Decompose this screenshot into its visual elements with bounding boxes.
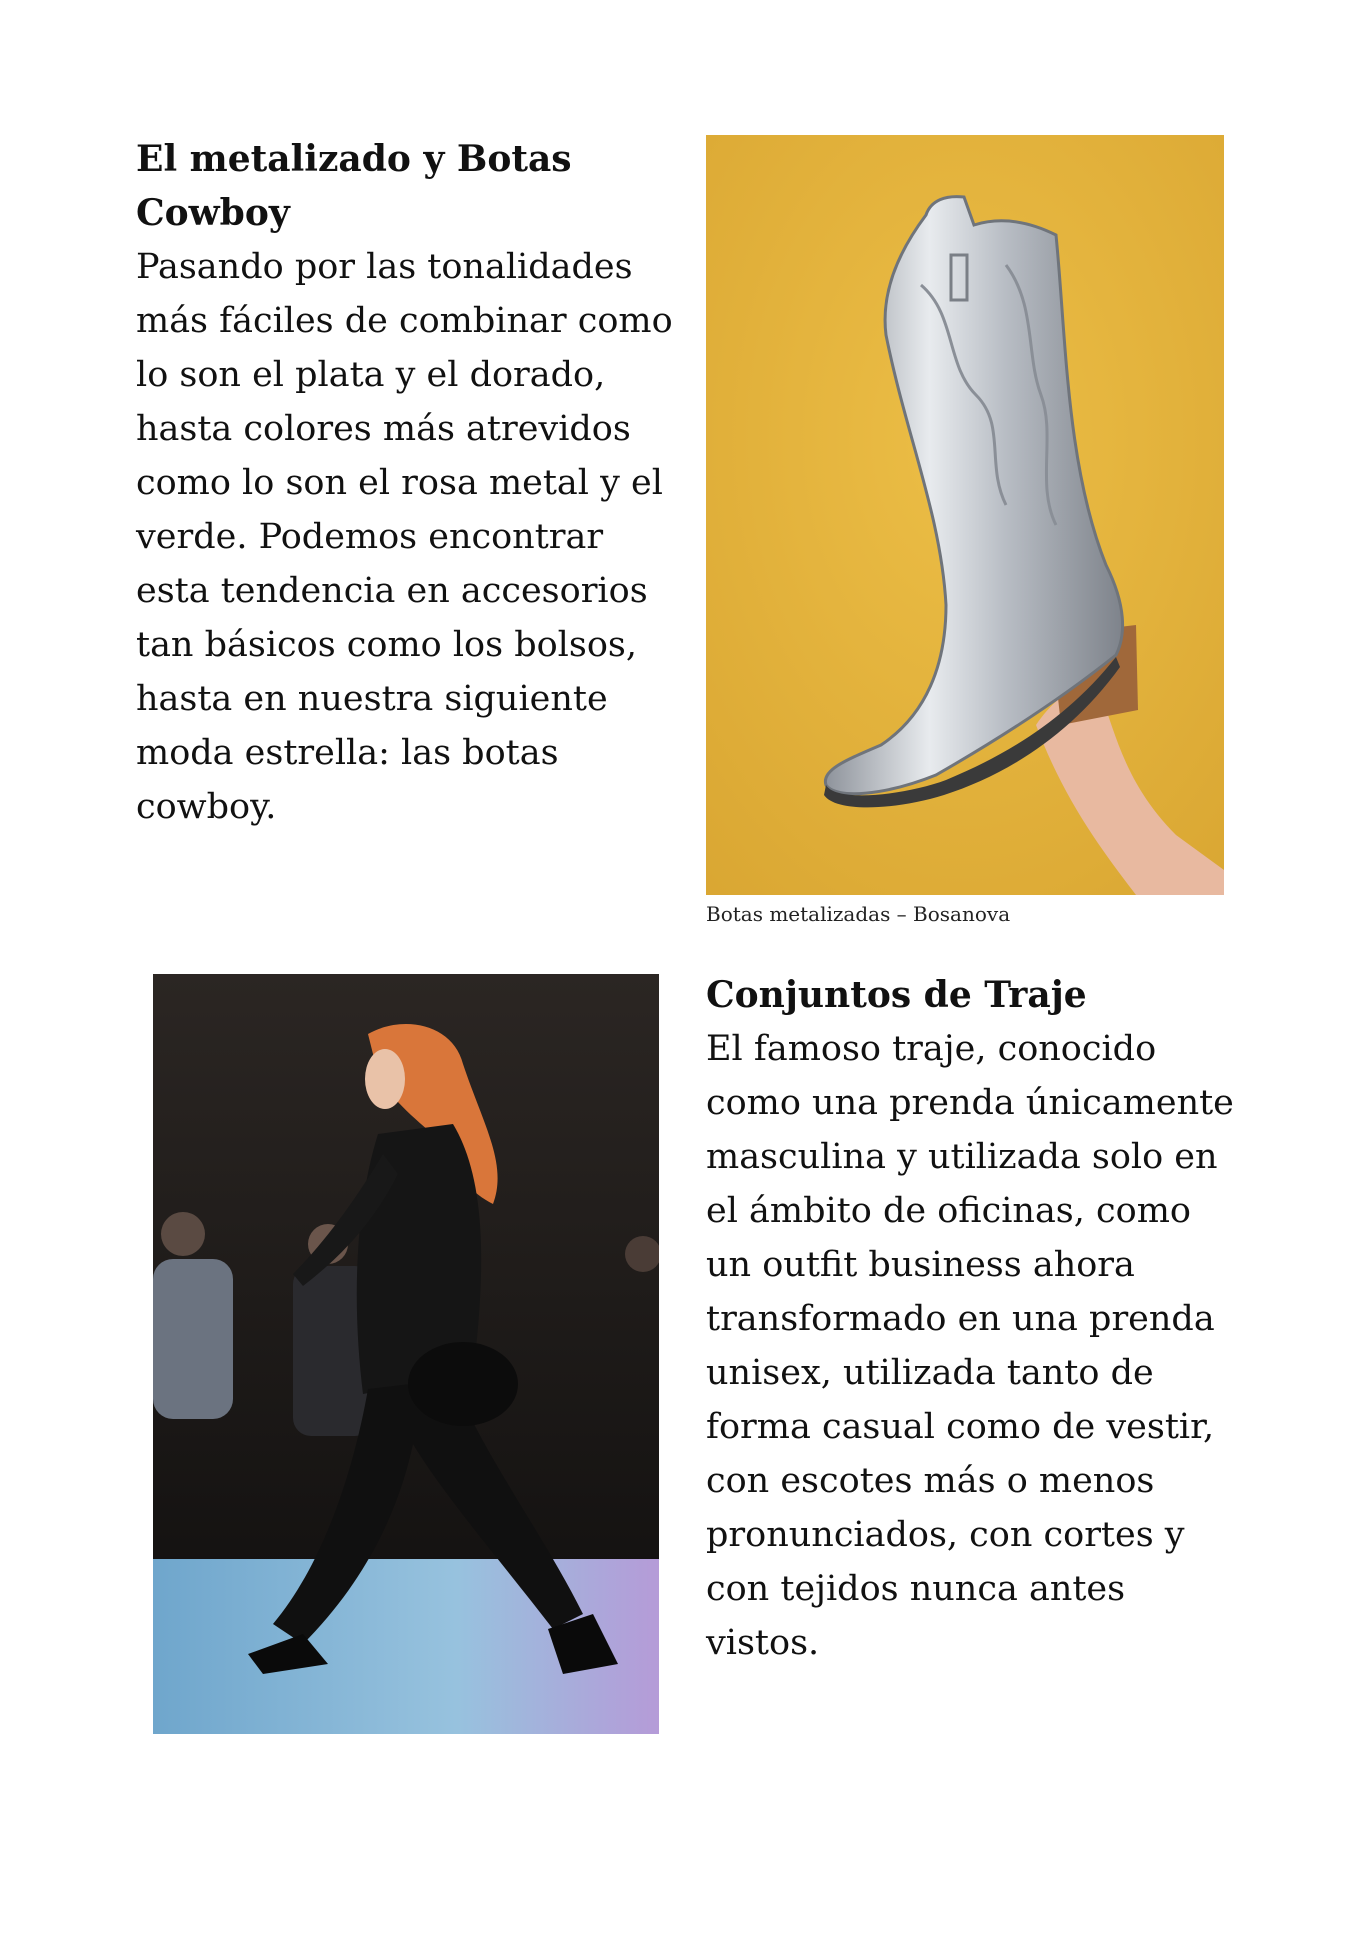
body-line: hasta en nuestra siguiente: [136, 679, 608, 719]
runway-illustration: [153, 974, 659, 1734]
audience-member: [153, 1259, 233, 1419]
body-line: más fáciles de combinar como: [136, 301, 673, 341]
body-line: hasta colores más atrevidos: [136, 409, 631, 449]
body-line: esta tendencia en accesorios: [136, 571, 648, 611]
body-line: un outfit business ahora: [706, 1245, 1135, 1285]
heading-line: Conjuntos de Traje: [706, 974, 1087, 1016]
body-line: cowboy.: [136, 787, 277, 827]
section-heading: [706, 968, 1246, 1022]
body-line: como lo son el rosa metal y el: [136, 463, 663, 503]
body-line: con tejidos nunca antes: [706, 1569, 1126, 1609]
model-handbag: [408, 1342, 518, 1426]
heading-line: Cowboy: [136, 192, 290, 234]
boot-illustration: [706, 135, 1224, 895]
audience-member: [161, 1212, 205, 1256]
section-body: [706, 1022, 1246, 1670]
body-line: vistos.: [706, 1623, 820, 1663]
body-line: con escotes más o menos: [706, 1461, 1155, 1501]
boot-photo: [706, 135, 1224, 895]
body-line: pronunciados, con cortes y: [706, 1515, 1185, 1555]
body-line: forma casual como de vestir,: [706, 1407, 1215, 1447]
body-line: Pasando por las tonalidades: [136, 247, 633, 287]
body-line: moda estrella: las botas: [136, 733, 559, 773]
body-line: masculina y utilizada solo en: [706, 1137, 1218, 1177]
section-suits: [706, 968, 1246, 1670]
body-line: lo son el plata y el dorado,: [136, 355, 606, 395]
section-body: [136, 240, 676, 834]
body-line: transformado en una prenda: [706, 1299, 1215, 1339]
body-line: unisex, utilizada tanto de: [706, 1353, 1154, 1393]
photo-caption: Botas metalizadas – Bosanova: [706, 902, 1011, 926]
runway-photo: [153, 974, 659, 1734]
body-line: como una prenda únicamente: [706, 1083, 1234, 1123]
model-face: [365, 1049, 405, 1109]
section-heading: [136, 132, 676, 240]
body-line: El famoso traje, conocido: [706, 1029, 1157, 1069]
body-line: tan básicos como los bolsos,: [136, 625, 637, 665]
section-metallic-boots: [136, 132, 676, 834]
body-line: el ámbito de oficinas, como: [706, 1191, 1191, 1231]
heading-line: El metalizado y Botas: [136, 138, 572, 180]
body-line: verde. Podemos encontrar: [136, 517, 604, 557]
